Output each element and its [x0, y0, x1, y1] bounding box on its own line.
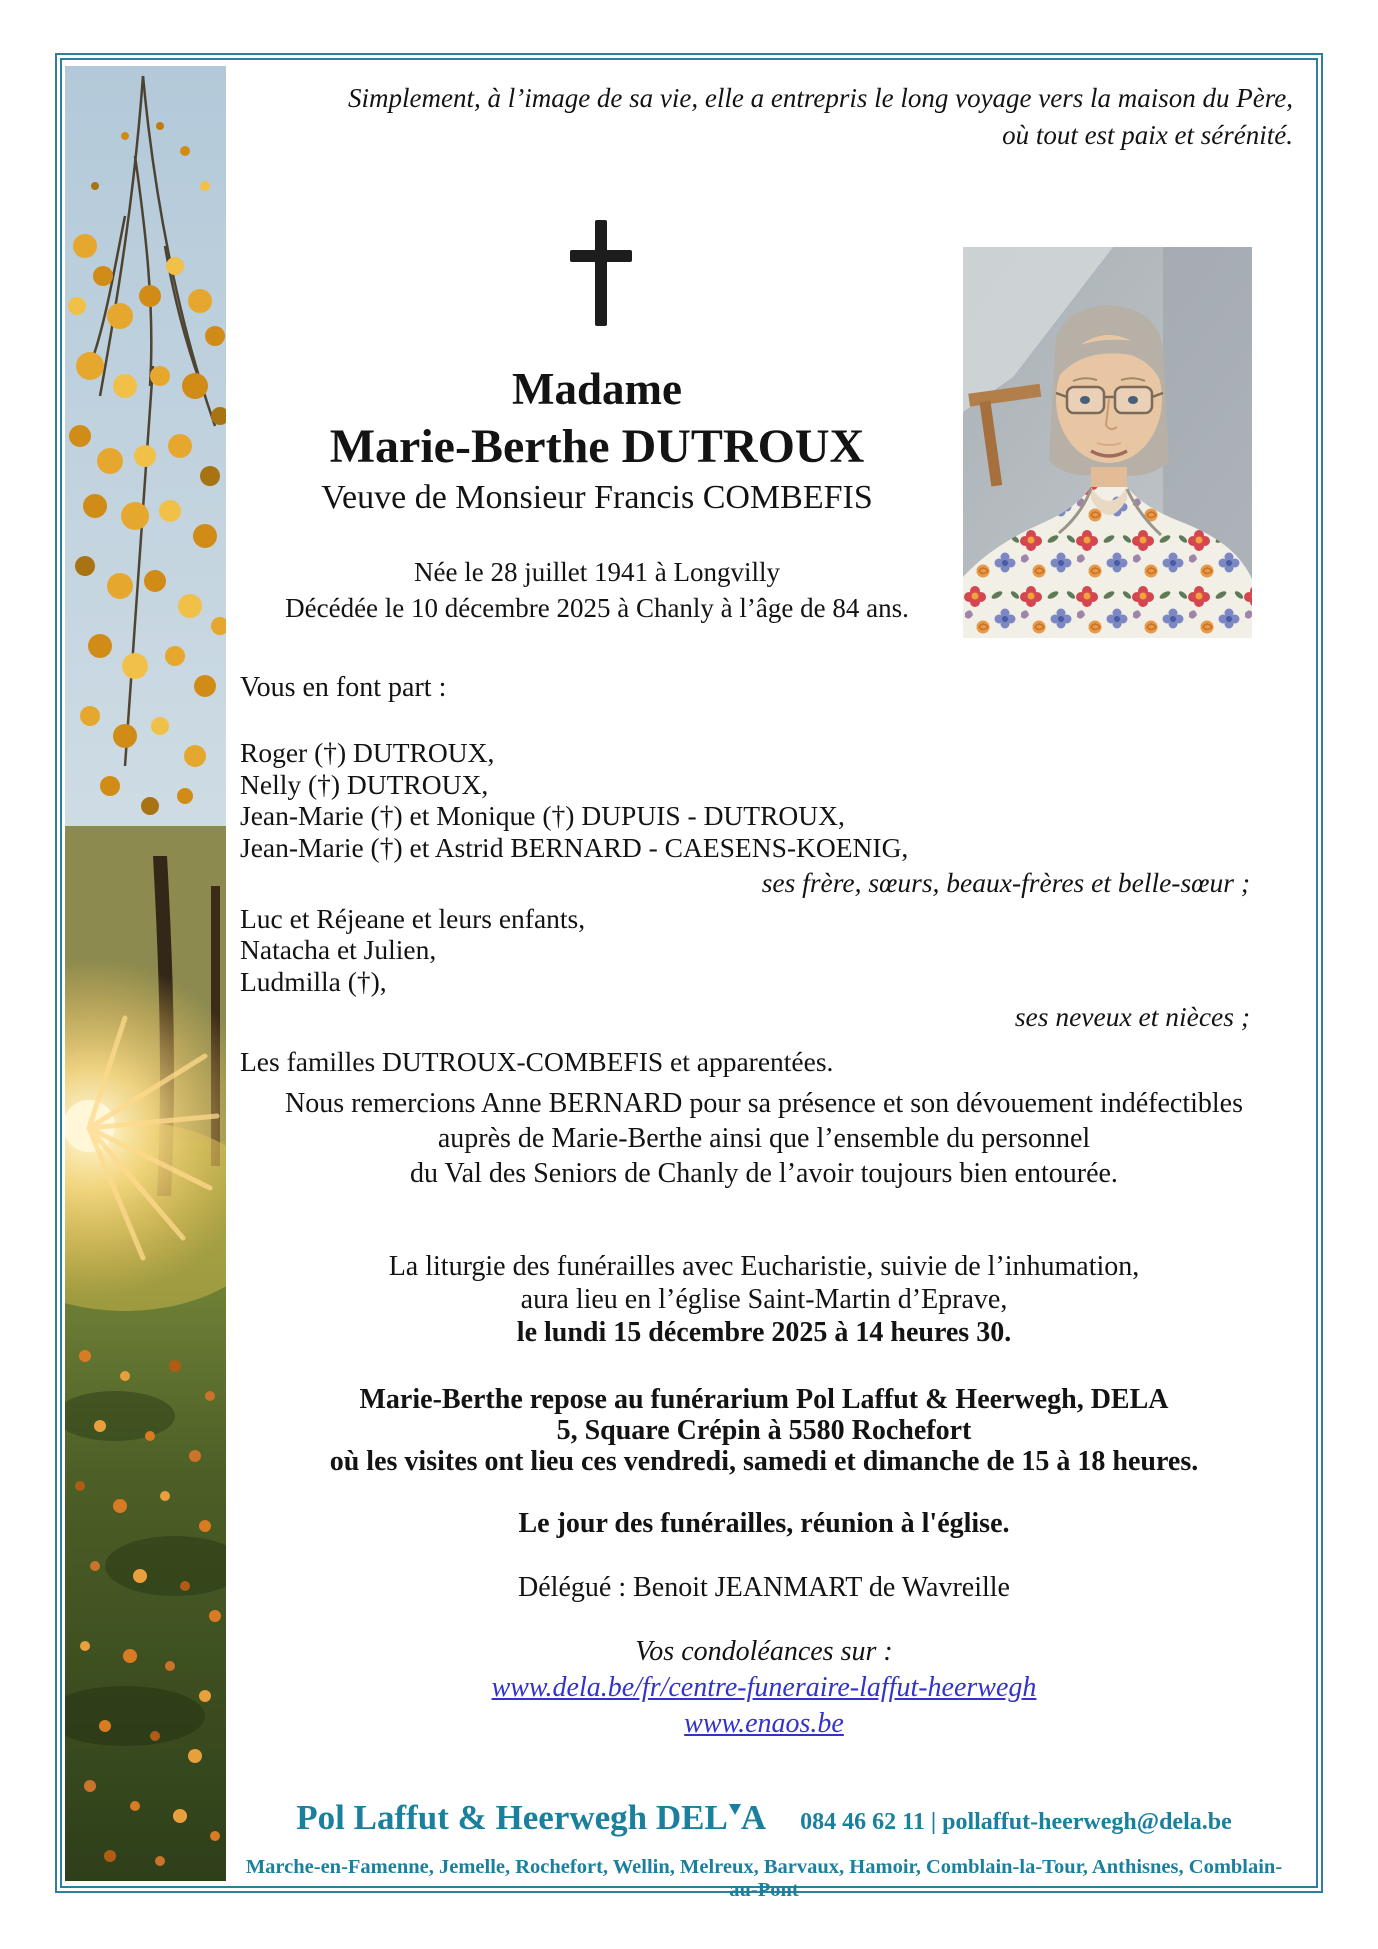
nephew-line: Luc et Réjeane et leurs enfants, — [240, 902, 586, 934]
ceremony-line-2: aura lieu en l’église Saint-Martin d’Eprave, — [520, 1284, 1008, 1315]
sibling-line: Roger (†) DUTROUX, — [240, 737, 495, 768]
repose-paragraph — [235, 1384, 1293, 1477]
delegate-line: Délégué : Benoit JEANMART de Wavreille — [518, 1572, 1010, 1603]
sibling-line: Jean-Marie (†) et Astrid BERNARD - CAESENS-KOENIG, — [240, 831, 909, 863]
autumn-photo — [65, 66, 226, 1881]
dela-triangle-icon — [729, 1804, 741, 1815]
latin-cross-icon — [570, 220, 632, 326]
widow-line: Veuve de Monsieur Francis COMBEFIS — [321, 479, 873, 516]
portrait-illustration — [963, 247, 1252, 638]
nephews-caption: ses neveux et nièces ; — [1014, 1001, 1250, 1032]
thanks-paragraph — [235, 1086, 1293, 1191]
repose-line-1: Marie-Berthe repose au funérarium Pol Laffut & Heerwegh, DELA — [359, 1384, 1169, 1415]
ceremony-date-line: le lundi 15 décembre 2025 à 14 heures 30. — [516, 1317, 1012, 1348]
portrait-photo — [963, 247, 1252, 638]
cross-vertical-bar — [595, 220, 607, 326]
thanks-line-1: Nous remercions Anne BERNARD pour sa présence et son dévouement indéfectibles — [285, 1088, 1243, 1119]
sibling-line: Jean-Marie (†) et Monique (†) DUPUIS - DUTROUX, — [240, 800, 845, 831]
condolences-link-dela[interactable]: www.dela.be/fr/centre-funeraire-laffut-heerwegh — [491, 1672, 1037, 1703]
repose-line-3: où les visites ont lieu ces vendredi, samedi et dimanche de 15 à 18 heures. — [329, 1446, 1199, 1477]
opening-quote — [240, 80, 1293, 154]
life-dates — [235, 554, 959, 626]
autumn-photo-strip — [65, 66, 226, 1881]
sibling-line: Nelly (†) DUTROUX, — [240, 768, 489, 800]
brand-name: Pol Laffut & Heerwegh — [296, 1798, 648, 1837]
funeral-home-logo — [296, 1798, 766, 1838]
funeral-home-footer — [235, 1798, 1293, 1838]
quote-line-2: où tout est paix et sérénité. — [1002, 120, 1293, 150]
condolences-block — [235, 1634, 1293, 1742]
cross-horizontal-bar — [570, 250, 632, 262]
nephew-line: Natacha et Julien, — [240, 934, 437, 965]
brand-dela-right: A — [740, 1798, 767, 1837]
siblings-caption: ses frère, sœurs, beaux-frères et belle-sœur ; — [761, 867, 1250, 898]
died-line: Décédée le 10 décembre 2025 à Chanly à l’âge de 84 ans. — [285, 593, 909, 623]
nephew-line: Ludmilla (†), — [240, 965, 387, 997]
announcement-intro: Vous en font part : — [240, 672, 447, 703]
born-line: Née le 28 juillet 1941 à Longvilly — [414, 557, 780, 587]
brand-dela-left: DEL — [655, 1798, 728, 1837]
thanks-line-3: du Val des Seniors de Chanly de l’avoir toujours bien entourée. — [410, 1158, 1118, 1189]
footer-locations: Marche-en-Famenne, Jemelle, Rochefort, Wellin, Melreux, Barvaux, Hamoir, Comblain-la-Tour, Anthisnes, Comblain-au-Pont — [245, 1856, 1283, 1901]
condolences-label: Vos condoléances sur : — [635, 1636, 893, 1667]
footer-contact: 084 46 62 11 | pollaffut-heerwegh@dela.be — [800, 1809, 1232, 1835]
condolences-link-enaos[interactable]: www.enaos.be — [684, 1708, 844, 1739]
families-line: Les familles DUTROUX-COMBEFIS et apparentées. — [240, 1045, 834, 1077]
ceremony-line-1: La liturgie des funérailles avec Eucharistie, suivie de l’inhumation, — [388, 1251, 1140, 1282]
funeral-day-note: Le jour des funérailles, réunion à l'église. — [518, 1508, 1010, 1539]
family-list — [240, 737, 1250, 1077]
thanks-line-2: auprès de Marie-Berthe ainsi que l’ensemble du personnel — [437, 1123, 1091, 1154]
deceased-name: Marie-Berthe DUTROUX — [329, 420, 865, 473]
title-madame: Madame — [512, 364, 682, 414]
quote-line-1: Simplement, à l’image de sa vie, elle a entrepris le long voyage vers la maison du Père, — [347, 83, 1293, 113]
repose-line-2: 5, Square Crépin à 5580 Rochefort — [556, 1415, 972, 1446]
ceremony-paragraph — [235, 1250, 1293, 1349]
deceased-headline — [235, 360, 959, 520]
